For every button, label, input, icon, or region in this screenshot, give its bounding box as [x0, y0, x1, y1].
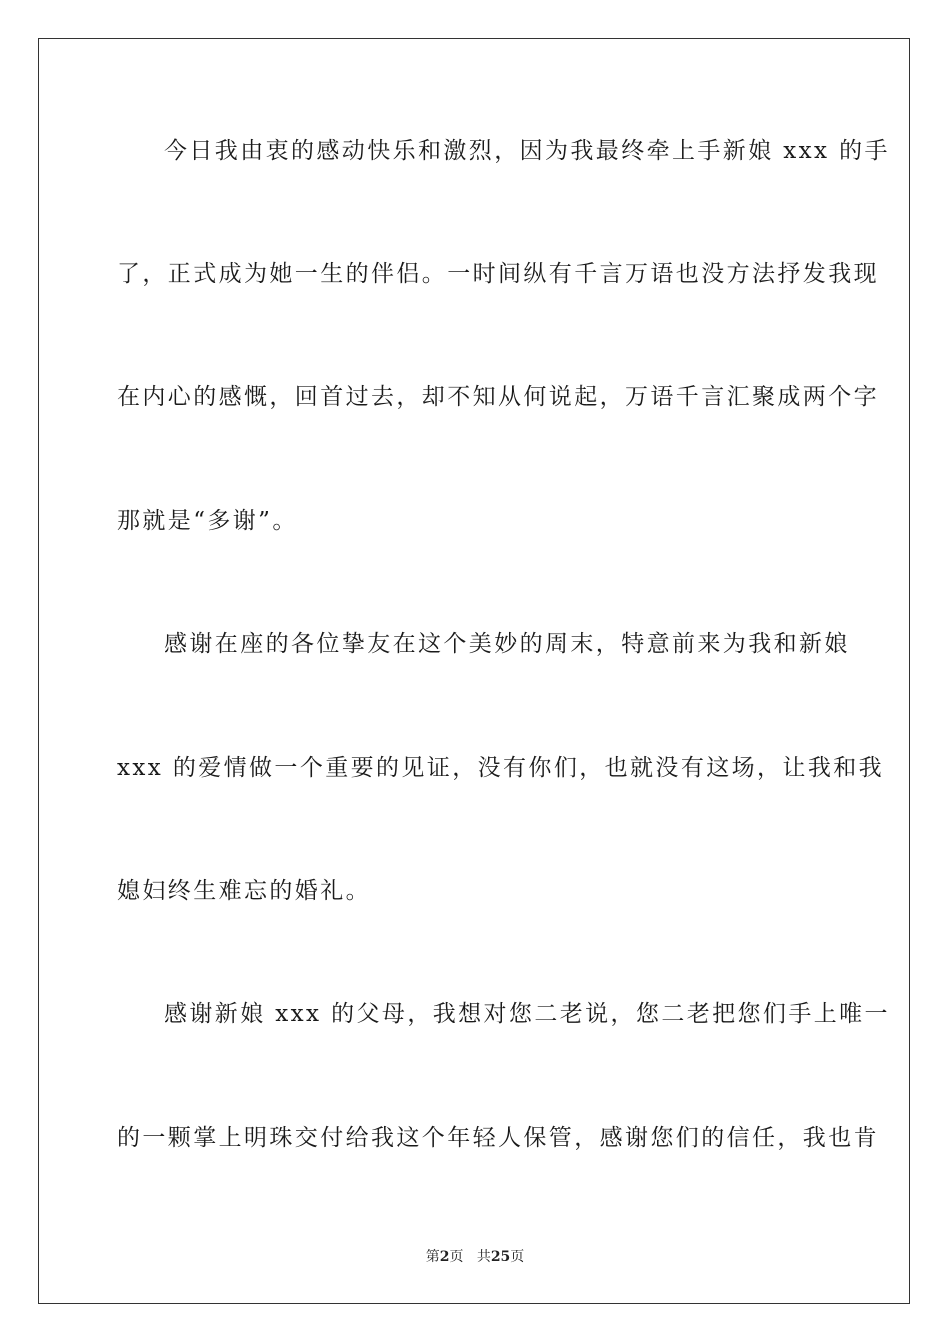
paragraph-3-line-1: 感谢新娘 xxx 的父母，我想对您二老说，您二老把您们手上唯一: [164, 1001, 890, 1027]
paragraph-3-line-2: 的一颗掌上明珠交付给我这个年轻人保管，感谢您们的信任，我也肯: [117, 1125, 879, 1151]
footer-page-suffix: 页: [449, 1249, 464, 1265]
paragraph-1-line-3: 在内心的感慨，回首过去，却不知从何说起，万语千言汇聚成两个字: [117, 384, 879, 410]
paragraph-2-line-3: 媳妇终生难忘的婚礼。: [117, 878, 371, 904]
paragraph-2-line-1: 感谢在座的各位挚友在这个美妙的周末，特意前来为我和新娘: [164, 631, 850, 657]
footer-prefix: 第: [425, 1249, 440, 1265]
paragraph-1-line-2: 了，正式成为她一生的伴侣。一时间纵有千言万语也没方法抒发我现: [117, 261, 879, 287]
footer-total-prefix: 共: [476, 1249, 491, 1265]
total-page-count: 25: [490, 1249, 511, 1265]
page-footer: [0, 1248, 950, 1266]
page-border: [38, 38, 910, 1304]
current-page-number: 2: [439, 1249, 450, 1265]
paragraph-1-line-4: 那就是“多谢”。: [117, 508, 298, 534]
paragraph-2-line-2: xxx 的爱情做一个重要的见证，没有你们，也就没有这场，让我和我: [117, 755, 885, 781]
paragraph-1-line-1: 今日我由衷的感动快乐和激烈，因为我最终牵上手新娘 xxx 的手: [164, 138, 890, 164]
footer-total-suffix: 页: [510, 1249, 525, 1265]
